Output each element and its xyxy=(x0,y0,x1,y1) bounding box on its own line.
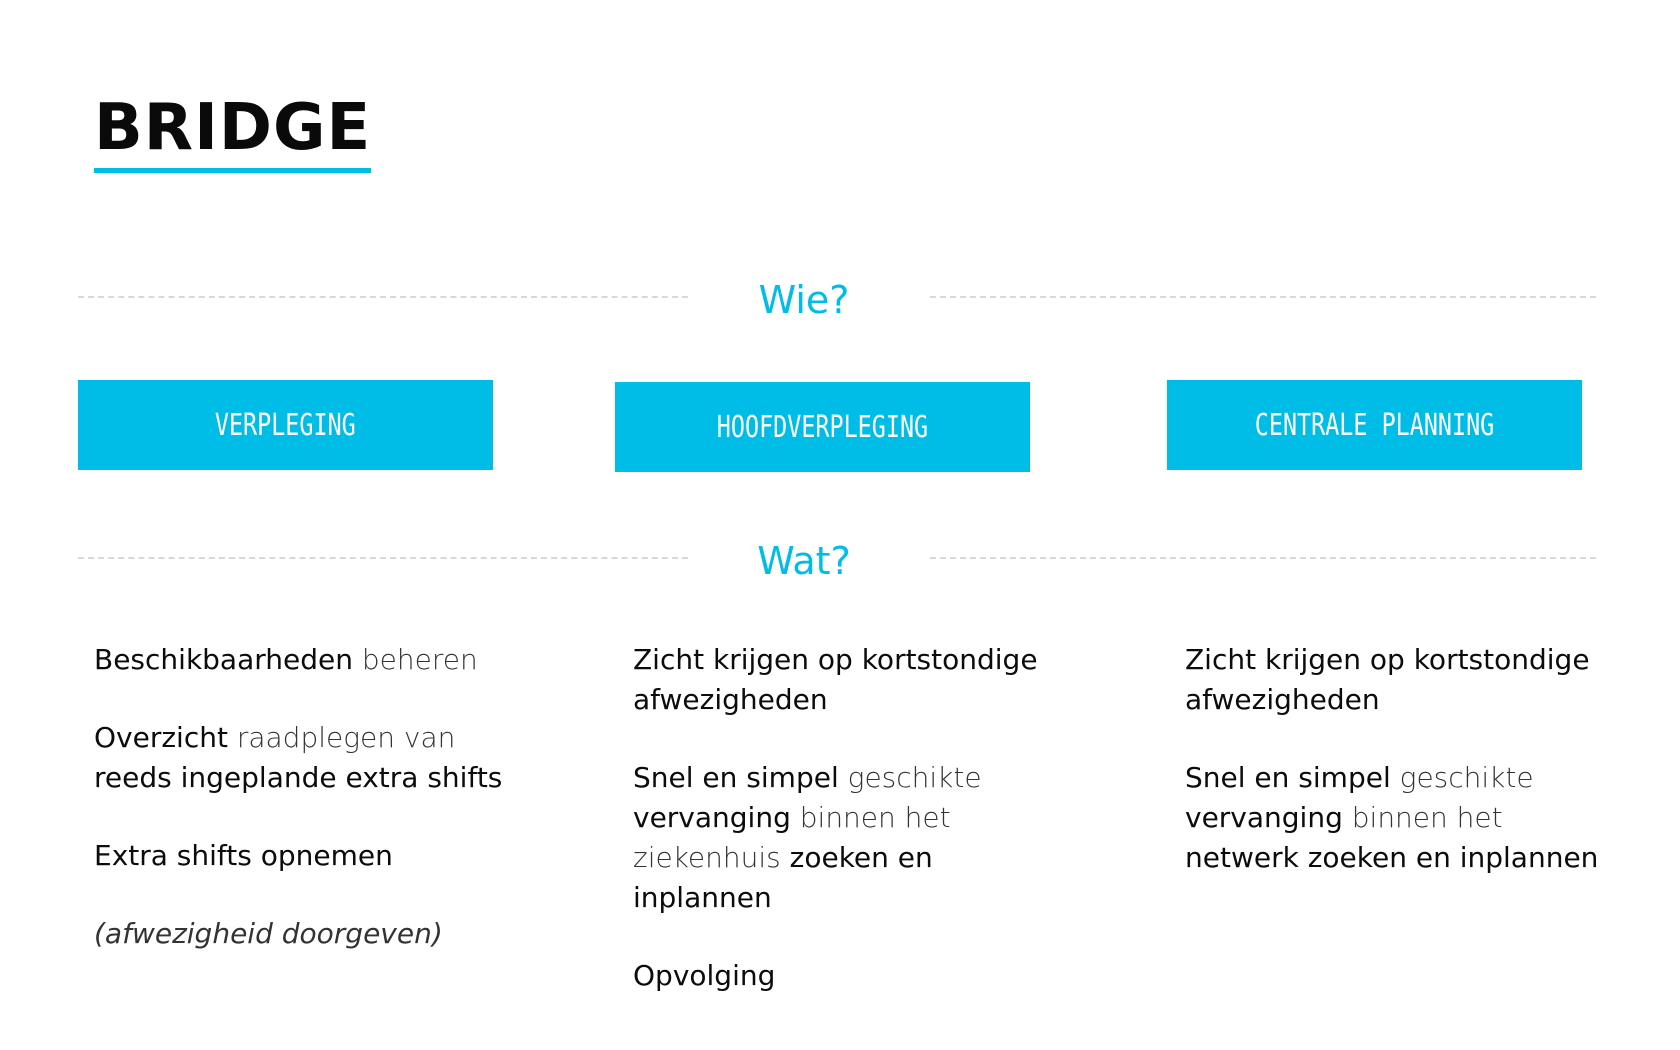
column-verpleging xyxy=(94,640,574,992)
section-label-wie: Wie? xyxy=(758,278,850,322)
list-item xyxy=(633,758,1113,918)
item-text: raadplegen van xyxy=(227,721,456,754)
item-text-bold: zoeken en xyxy=(789,841,933,874)
item-text-bold: Zicht krijgen op kortstondige xyxy=(633,643,1038,676)
role-box-verpleging xyxy=(78,380,493,470)
column-hoofdverpleging xyxy=(633,640,1113,1034)
item-text: beheren xyxy=(353,643,478,676)
item-text-bold: reeds ingeplande extra shifts xyxy=(94,761,503,794)
role-label-hoofdverpleging: HOOFDVERPLEGING xyxy=(716,409,929,445)
role-box-hoofdverpleging xyxy=(615,382,1030,472)
list-item xyxy=(1185,640,1665,720)
item-text-bold: Extra shifts opnemen xyxy=(94,839,393,872)
item-text: geschikte xyxy=(838,761,982,794)
item-text-bold: Snel en simpel xyxy=(633,761,839,794)
divider-line-left xyxy=(78,296,688,298)
item-text-bold: afwezigheden xyxy=(633,683,828,716)
list-item xyxy=(1185,758,1665,878)
item-text-bold: afwezigheden xyxy=(1185,683,1380,716)
list-item xyxy=(94,836,574,876)
list-item xyxy=(633,956,1113,996)
divider-line-right xyxy=(930,296,1596,298)
page-title: BRIDGE xyxy=(94,96,371,173)
item-text-bold: Opvolging xyxy=(633,959,776,992)
role-label-centrale-planning: CENTRALE PLANNING xyxy=(1254,407,1495,443)
section-label-wat: Wat? xyxy=(757,539,851,583)
divider-line-right xyxy=(930,557,1596,559)
item-text: binnen het xyxy=(1342,801,1503,834)
item-text-bold: vervanging xyxy=(1185,801,1343,834)
item-text-bold: Zicht krijgen op kortstondige xyxy=(1185,643,1590,676)
list-item xyxy=(94,640,574,680)
column-centrale-planning xyxy=(1185,640,1665,916)
list-item xyxy=(94,914,574,954)
item-text-bold: netwerk zoeken en inplannen xyxy=(1185,841,1599,874)
role-box-centrale-planning xyxy=(1167,380,1582,470)
item-text: binnen het xyxy=(790,801,951,834)
item-text-bold: Beschikbaarheden xyxy=(94,643,353,676)
list-item xyxy=(94,718,574,798)
item-text-bold: vervanging xyxy=(633,801,791,834)
item-text-bold: inplannen xyxy=(633,881,772,914)
item-text-bold: Snel en simpel xyxy=(1185,761,1391,794)
divider-line-left xyxy=(78,557,688,559)
item-text: geschikte xyxy=(1390,761,1534,794)
item-text-bold: Overzicht xyxy=(94,721,228,754)
list-item xyxy=(633,640,1113,720)
role-label-verpleging: VERPLEGING xyxy=(215,407,356,443)
item-text-italic: (afwezigheid doorgeven) xyxy=(94,917,443,950)
item-text: ziekenhuis xyxy=(633,841,790,874)
